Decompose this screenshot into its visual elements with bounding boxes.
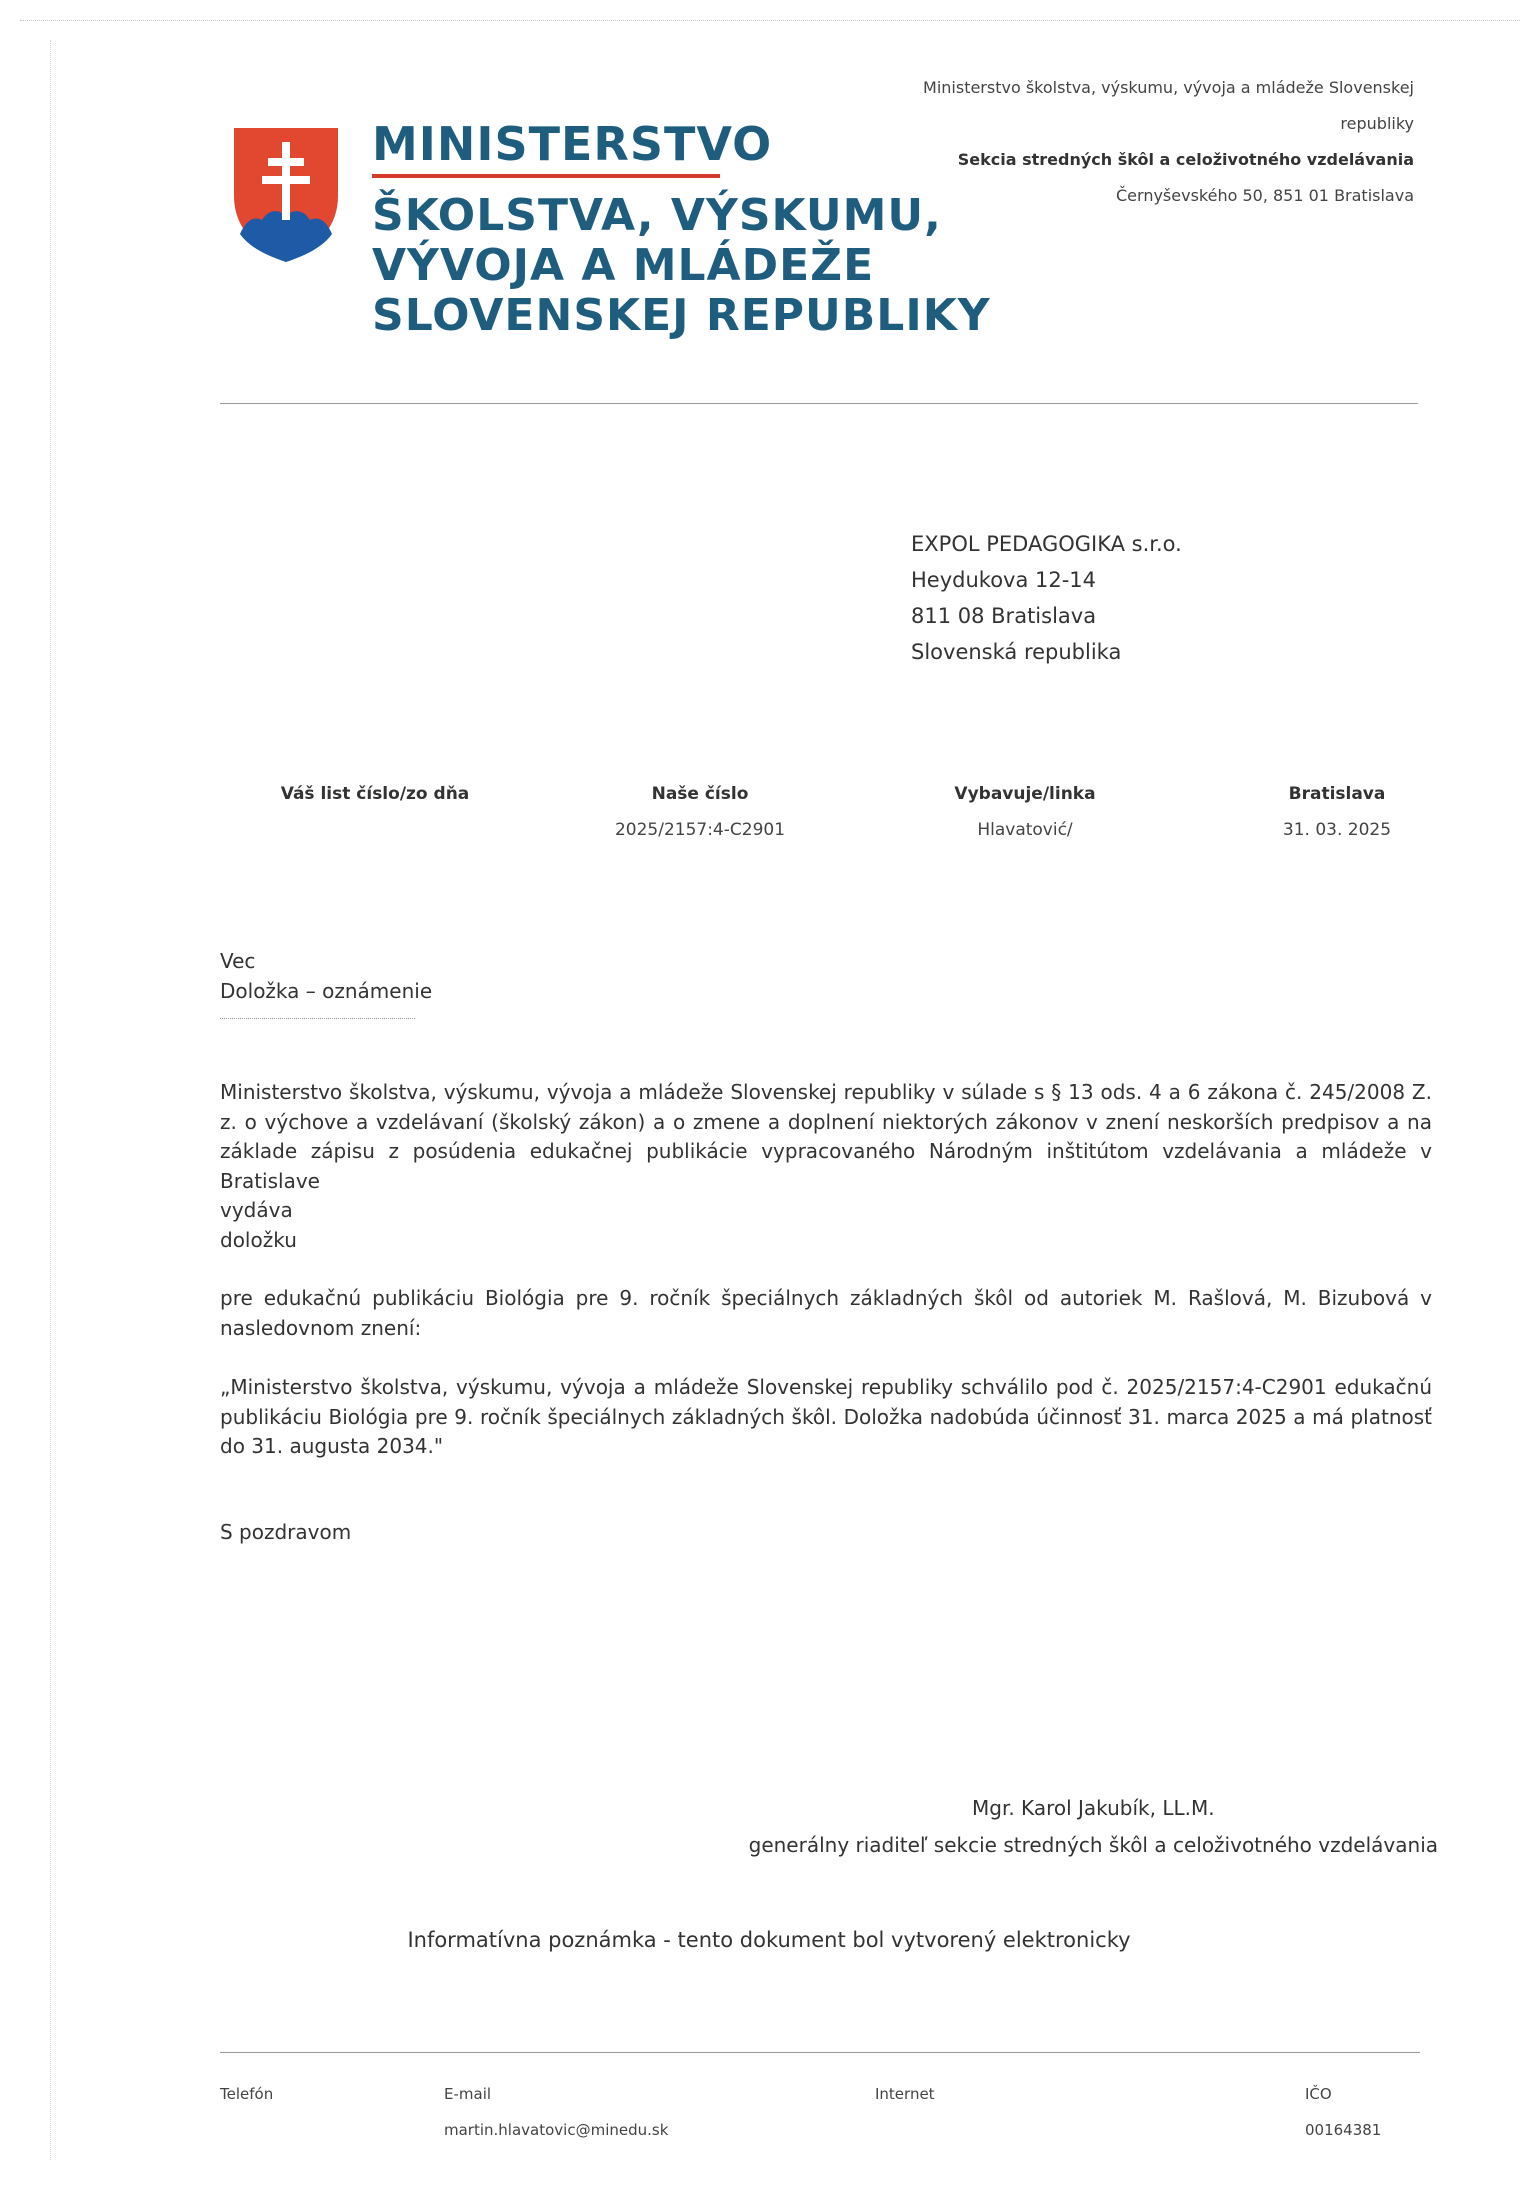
sender-block <box>923 70 1414 214</box>
body-paragraph-intro: Ministerstvo školstva, výskumu, vývoja a mládeže Slovenskej republiky v súlade s § 13 ods. 4 a 6 zákona č. 245/2008 Z. z. o výchove a vzdelávaní (školský zákon) a o zmene a doplnení niektorých zákonov v znení neskorších predpisov a na základe zápisu z posúdenia edukačnej publikácie vypracovaného Národným inštitútom vzdelávania a mládeže v Bratislave <box>220 1080 1432 1193</box>
ref-place-date <box>1217 776 1457 848</box>
ref-handled-by <box>905 776 1145 848</box>
sender-line2: republiky <box>1340 114 1414 133</box>
footer-divider <box>220 2052 1420 2053</box>
addressee-country: Slovenská republika <box>911 640 1122 664</box>
footer-email-label: E-mail <box>444 2085 492 2103</box>
scan-edge-top <box>20 20 1520 21</box>
addressee-block <box>911 526 1182 670</box>
footer-internet <box>875 2076 935 2112</box>
ref-our-number-label: Naše číslo <box>651 784 749 804</box>
logo-accent-rule <box>372 174 720 178</box>
ref-handled-by-label: Vybavuje/linka <box>954 784 1096 804</box>
footer-phone-label: Telefón <box>220 2085 274 2103</box>
header-divider <box>220 403 1418 404</box>
body-issues: vydáva <box>220 1198 293 1222</box>
logo-text-line4: SLOVENSKEJ REPUBLIKY <box>372 290 991 341</box>
addressee-street: Heydukova 12-14 <box>911 568 1097 592</box>
body-paragraph-publication: pre edukačnú publikáciu Biológia pre 9. ročník špeciálnych základných škôl od autoriek M. Rašlová, M. Bizubová v nasledovnom znení: <box>220 1286 1432 1340</box>
ref-our-number <box>580 776 820 848</box>
body-clause: doložku <box>220 1227 297 1252</box>
logo-text-line2: ŠKOLSTVA, VÝSKUMU, <box>372 190 942 241</box>
signatory-name: Mgr. Karol Jakubík, LL.M. <box>972 1796 1215 1820</box>
subject-underline <box>220 1018 415 1019</box>
footer-ico <box>1305 2076 1381 2148</box>
sender-section: Sekcia stredných škôl a celoživotného vzdelávania <box>957 150 1414 169</box>
footer-internet-label: Internet <box>875 2085 935 2103</box>
electronic-document-note: Informatívna poznámka - tento dokument bol vytvorený elektronicky <box>407 1928 1131 1952</box>
ref-date-value: 31. 03. 2025 <box>1282 820 1392 840</box>
footer-phone <box>220 2076 273 2112</box>
scan-edge-left <box>50 40 51 2160</box>
ref-your-letter-label: Váš list číslo/zo dňa <box>280 784 470 804</box>
greeting: S pozdravom <box>220 1520 352 1544</box>
subject-label: Vec <box>220 949 256 973</box>
addressee-city: 811 08 Bratislava <box>911 604 1097 628</box>
subject-title: Doložka – oznámenie <box>220 979 433 1003</box>
signature-block <box>749 1790 1438 1864</box>
ref-our-number-value: 2025/2157:4-C2901 <box>614 820 786 840</box>
footer-email <box>444 2076 668 2148</box>
footer-ico-value: 00164381 <box>1305 2121 1382 2139</box>
addressee-name: EXPOL PEDAGOGIKA s.r.o. <box>911 532 1182 556</box>
slovak-coat-of-arms-icon <box>230 124 342 264</box>
signatory-title: generálny riaditeľ sekcie stredných škôl a celoživotného vzdelávania <box>748 1833 1438 1857</box>
footer-ico-label: IČO <box>1305 2085 1332 2103</box>
sender-line1: Ministerstvo školstva, výskumu, vývoja a mládeže Slovenskej <box>923 78 1414 97</box>
logo-text-line1: MINISTERSTVO <box>372 117 773 171</box>
ref-handled-by-value: Hlavatović/ <box>977 820 1073 840</box>
body-issues-block <box>220 1196 1432 1255</box>
ref-place-label: Bratislava <box>1288 784 1386 804</box>
subject-block <box>220 946 432 1006</box>
logo-text-line3: VÝVOJA A MLÁDEŽE <box>372 240 875 291</box>
ref-your-letter <box>255 776 495 812</box>
footer-email-value: martin.hlavatovic@minedu.sk <box>444 2121 669 2139</box>
sender-address: Černyševského 50, 851 01 Bratislava <box>1116 186 1414 205</box>
body-paragraph-quote: „Ministerstvo školstva, výskumu, vývoja a mládeže Slovenskej republiky schválilo pod č. 2025/2157:4-C2901 edukačnú publikáciu Biológia pre 9. ročník špeciálnych základných škôl. Doložka nadobúda účinnosť 31. marca 2025 a má platnosť do 31. augusta 2034." <box>220 1375 1432 1458</box>
